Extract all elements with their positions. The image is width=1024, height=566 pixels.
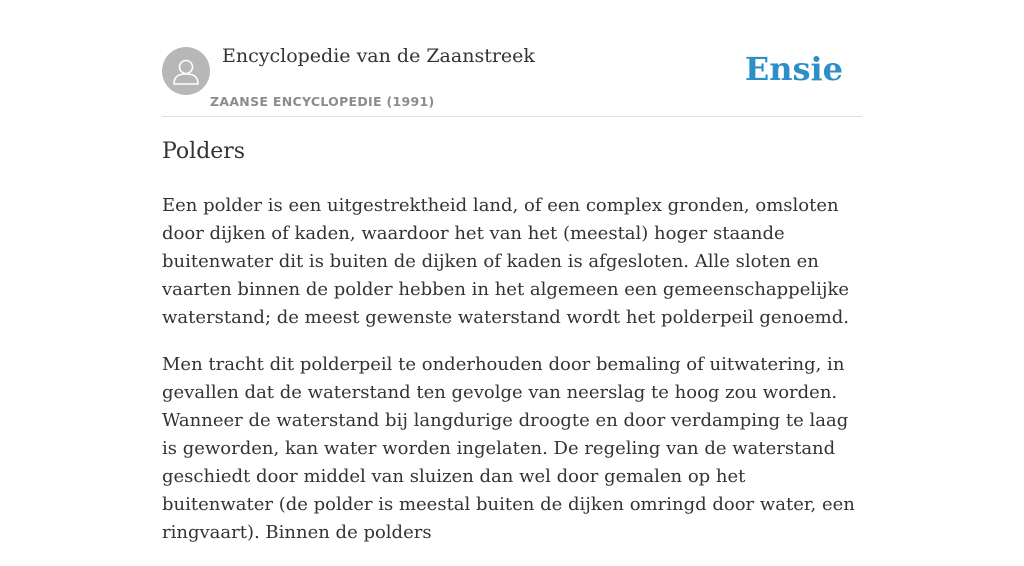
source-subtitle: ZAANSE ENCYCLOPEDIE (1991): [210, 94, 435, 109]
page: [162, 0, 862, 543]
user-icon: [162, 47, 210, 95]
entry-paragraph: Een polder is een uitgestrektheid land, of een complex gronden, omsloten door dijken of kaden, waardoor het van het (meestal) hoger staande buitenwater dit is buiten de dijken of kaden is afgesloten. Alle sloten en vaarten binnen de polder hebben in het algemeen een gemeenschappelijke waterstand; de meest gewenste waterstand wordt het polderpeil genoemd.: [162, 195, 850, 328]
source-header: [162, 0, 862, 117]
entry-title: Polders: [162, 139, 246, 164]
entry-paragraph: Men tracht dit polderpeil te onderhouden door bemaling of uitwatering, in gevallen dat de waterstand ten gevolge van neerslag te hoog zou worden. Wanneer de waterstand bij langdurige droogte en door verdamping te laag is geworden, kan water worden ingelaten. De regeling van de waterstand geschiedt door middel van sluizen dan wel door gemalen op het buitenwater (de polder is meestal buiten de dijken omringd door water, een ringvaart). Binnen de polders: [162, 354, 855, 543]
source-title[interactable]: Encyclopedie van de Zaanstreek: [222, 45, 535, 67]
entry-body: [162, 192, 862, 566]
brand-logo[interactable]: Ensie: [744, 50, 843, 88]
source-avatar[interactable]: [162, 47, 210, 95]
